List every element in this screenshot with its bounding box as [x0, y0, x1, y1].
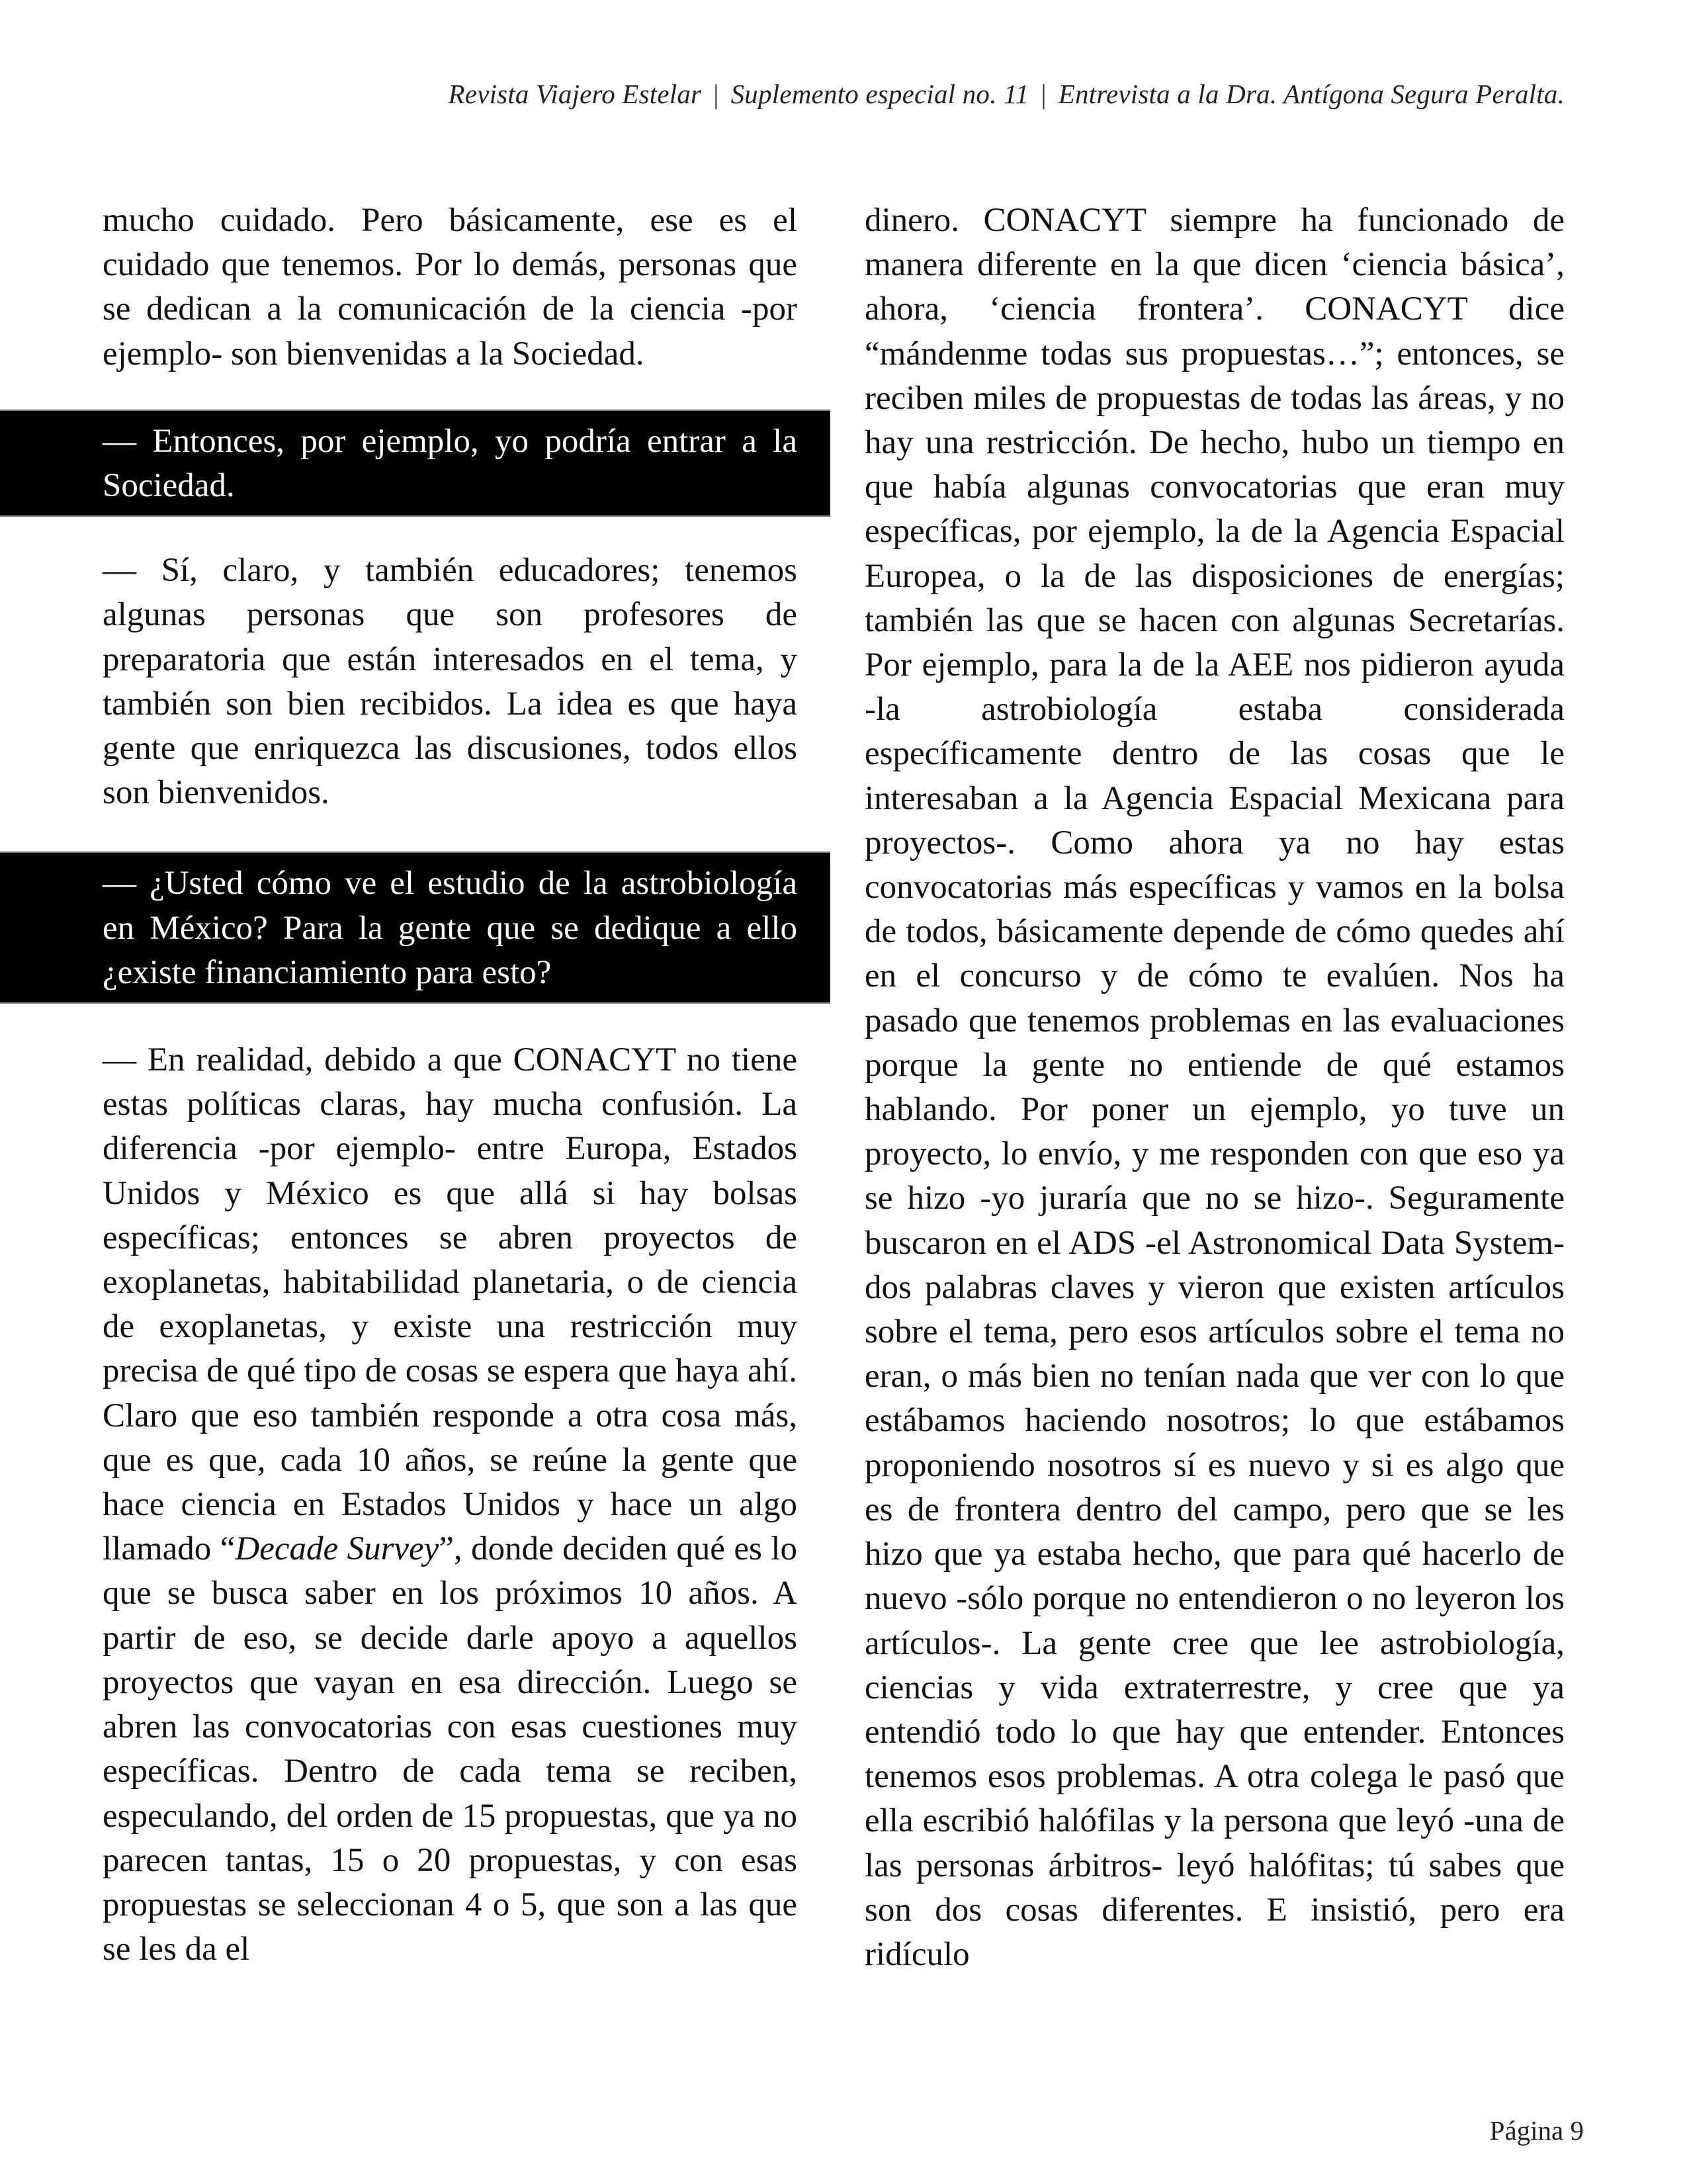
page-number: Página 9 — [1489, 2115, 1584, 2146]
answer-text: ”, donde deciden qué es lo que se busca saber en los próximos 10 años. A partir de eso, se decide darle apoyo a aquellos proyectos que vayan en esa dirección. Luego se abren las convocatorias con esas cuestiones muy específicas. Dentro de cada tema se reciben, especulando, del orden de 15 propuestas, que ya no parecen tantas, 15 o 20 propuestas, y con esas propuestas se seleccionan 4 o 5, que son a las que se les da el — [103, 1530, 797, 1968]
interview-question-box — [0, 410, 830, 517]
header-article-title: Entrevista a la Dra. Antígona Segura Peralta. — [1058, 79, 1565, 109]
header-separator: | — [713, 79, 719, 109]
interview-question: — Entonces, por ejemplo, yo podría entrar a la Sociedad. — [103, 422, 797, 505]
answer-paragraph-continued: dinero. CONACYT siempre ha funcionado de manera diferente en la que dicen ‘ciencia básica’, ahora, ‘ciencia frontera’. CONACYT dice “mándenme todas sus propuestas…”; entonces, se reciben miles de propuestas de todas las áreas, y no hay una restricción. De hecho, hubo un tiempo en que había algunas convocatorias que eran muy específicas, por ejemplo, la de la Agencia Espacial Europea, o la de las disposiciones de energías; también las que se hacen con algunas Secretarías. Por ejemplo, para la de la AEE nos pidieron ayuda -la astrobiología estaba considerada específicamente dentro de las cosas que le interesaban a la Agencia Espacial Mexicana para proyectos-. Como ahora ya no hay estas convocatorias más específicas y vamos en la bolsa de todos, básicamente depende de cómo quedes ahí en el concurso y de cómo te evalúen. Nos ha pasado que tenemos problemas en las evaluaciones porque la gente no entiende de qué estamos hablando. Por poner un ejemplo, yo tuve un proyecto, lo envío, y me responden con que eso ya se hizo -yo juraría que no se hizo-. Seguramente buscaron en el ADS -el Astronomical Data System- dos palabras claves y vieron que existen artículos sobre el tema, pero esos artículos sobre el tema no eran, o más bien no tenían nada que ver con lo que estábamos haciendo nosotros; lo que estábamos proponiendo nosotros sí es nuevo y si es algo que es de frontera dentro del campo, pero que se les hizo que ya estaba hecho, que para qué hacerlo de nuevo -sólo porque no entendieron o no leyeron los artículos-. La gente cree que lee astrobiología, ciencias y vida extraterrestre, y cree que ya entendió todo lo que hay que entender. Entonces tenemos esos problemas. A otra colega le pasó que ella escribió halófilas y la persona que leyó -una de las personas árbitros- leyó halófitas; tú sabes que son dos cosas diferentes. E insistió, pero era ridículo — [865, 202, 1565, 1973]
decade-survey-term: Decade Survey — [235, 1530, 439, 1568]
interview-question: — ¿Usted cómo ve el estudio de la astrobiología en México? Para la gente que se dedique a ello ¿existe financiamiento para esto? — [103, 865, 797, 991]
interview-question-box — [0, 852, 830, 1004]
header-publication: Revista Viajero Estelar — [448, 79, 702, 109]
header-separator: | — [1041, 79, 1047, 109]
running-header — [449, 78, 1565, 110]
header-supplement: Suplemento especial no. 11 — [730, 79, 1029, 109]
left-column — [103, 198, 797, 1972]
answer-paragraph: — Sí, claro, y también educadores; tenemos algunas personas que son profesores de preparatoria que están interesados en el tema, y también son bien recibidos. La idea es que haya gente que enriquezca las discusiones, todos ellos son bienvenidos. — [103, 552, 797, 812]
right-column — [865, 198, 1565, 1977]
answer-text: — En realidad, debido a que CONACYT no tiene estas políticas claras, hay mucha confusión. La diferencia -por ejemplo- entre Europa, Estados Unidos y México es que allá si hay bolsas específicas; entonces se abren proyectos de exoplanetas, habitabilidad planetaria, o de ciencia de exoplanetas, y existe una restricción muy precisa de qué tipo de cosas se espera que haya ahí. Claro que eso también responde a otra cosa más, que es que, cada 10 años, se reúne la gente que hace ciencia en Estados Unidos y hace un algo llamado “ — [103, 1041, 797, 1568]
answer-paragraph — [103, 1038, 797, 1972]
answer-paragraph-continued: mucho cuidado. Pero básicamente, ese es el cuidado que tenemos. Por lo demás, personas que se dedican a la comunicación de la ciencia -por ejemplo- son bienvenidas a la Sociedad. — [103, 202, 797, 372]
